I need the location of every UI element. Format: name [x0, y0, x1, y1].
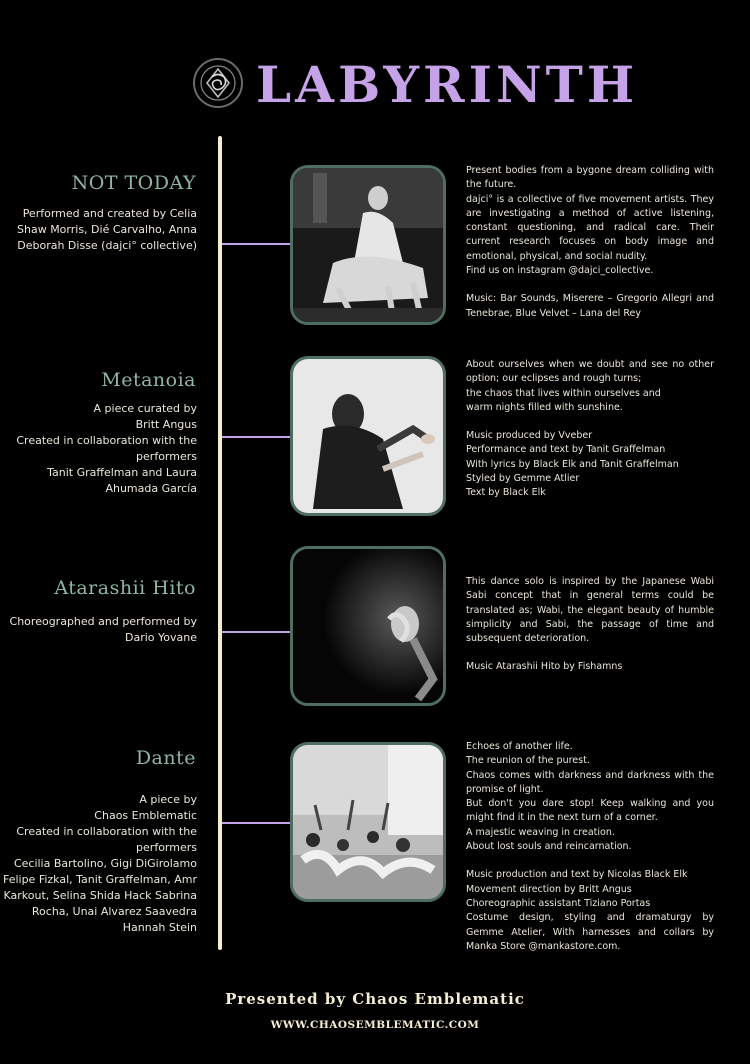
- website-link[interactable]: WWW.CHAOSEMBLEMATIC.COM: [270, 1019, 480, 1031]
- performance-title-atarashii-hito: Atarashii Hito: [54, 577, 196, 599]
- performance-title-dante: Dante: [135, 747, 196, 769]
- performance-photo-dante: [290, 742, 446, 902]
- performance-credits-atarashii-hito: Choreographed and performed by Dario Yovane: [9, 615, 197, 644]
- performance-photo-metanoia: [290, 356, 446, 516]
- presented-by-text: Presented by Chaos Emblematic: [225, 990, 525, 1008]
- connector-metanoia: [222, 436, 290, 438]
- performance-description-not-today: Present bodies from a bygone dream colliding with the future. dajci° is a collective of five movement artists. They are investigating a method of active listening, constant questioning, and radical care. Their current research focuses on body image and emotional, physical, and social nudity. Find us on instagram @dajci_collective. Music: Bar Sounds, Miserere – Gregorio Allegri and Tenebrae, Blue Velvet – Lana del Rey: [466, 165, 714, 319]
- performance-description-dante: Echoes of another life. The reunion of the purest. Chaos comes with darkness and darkness with the promise of light. But don't you dare stop! Keep walking and you might find it in the next turn of a corner. A majestic weaving in creation. About lost souls and reincarnation. Music production and text by Nicolas Black Elk Movement direction by Britt Angus Choreographic assistant Tiziano Portas Costume design, styling and dramaturgy by Gemme Atelier, With harnesses and collars by Manka Store @mankastore.com.: [466, 741, 714, 952]
- page-title: LABYRINTH: [256, 55, 639, 114]
- connector-not-today: [222, 243, 290, 245]
- performance-credits-not-today: Performed and created by Celia Shaw Morris, Dié Carvalho, Anna Deborah Disse (dajci° collective): [17, 207, 197, 252]
- connector-atarashii-hito: [222, 631, 290, 633]
- performance-credits-metanoia: A piece curated by Britt Angus Created in collaboration with the performers Tanit Graffelman and Laura Ahumada García: [16, 402, 197, 495]
- performance-description-atarashii-hito: This dance solo is inspired by the Japanese Wabi Sabi concept that in general terms could be translated as; Wabi, the elegant beauty of humble simplicity and Sabi, the passage of time and subsequent deterioration. Music Atarashii Hito by Fishamns: [466, 576, 714, 673]
- labyrinth-emblem-icon: [193, 58, 243, 108]
- performance-photo-not-today: [290, 165, 446, 325]
- performance-photo-atarashii-hito: [290, 546, 446, 706]
- timeline-line: [218, 136, 222, 950]
- performance-title-not-today: NOT TODAY: [71, 172, 196, 194]
- performance-description-metanoia: About ourselves when we doubt and see no other option; our eclipses and rough turns; the chaos that lives within ourselves and warm nights filled with sunshine. Music produced by Vveber Performance and text by Tanit Graffelman With lyrics by Black Elk and Tanit Graffelman Styled by Gemme Atlier Text by Black Elk: [466, 359, 714, 499]
- connector-dante: [222, 822, 290, 824]
- poster-header: [0, 52, 750, 118]
- performance-credits-dante: A piece by Chaos Emblematic Created in collaboration with the performers Cecilia Bartolino, Gigi DiGirolamo Felipe Fizkal, Tanit Graffelman, Amr Karkout, Selina Shida Hack Sabrina Rocha, Unai Alvarez Saavedra Hannah Stein: [2, 793, 197, 934]
- performance-title-metanoia: Metanoia: [101, 369, 196, 391]
